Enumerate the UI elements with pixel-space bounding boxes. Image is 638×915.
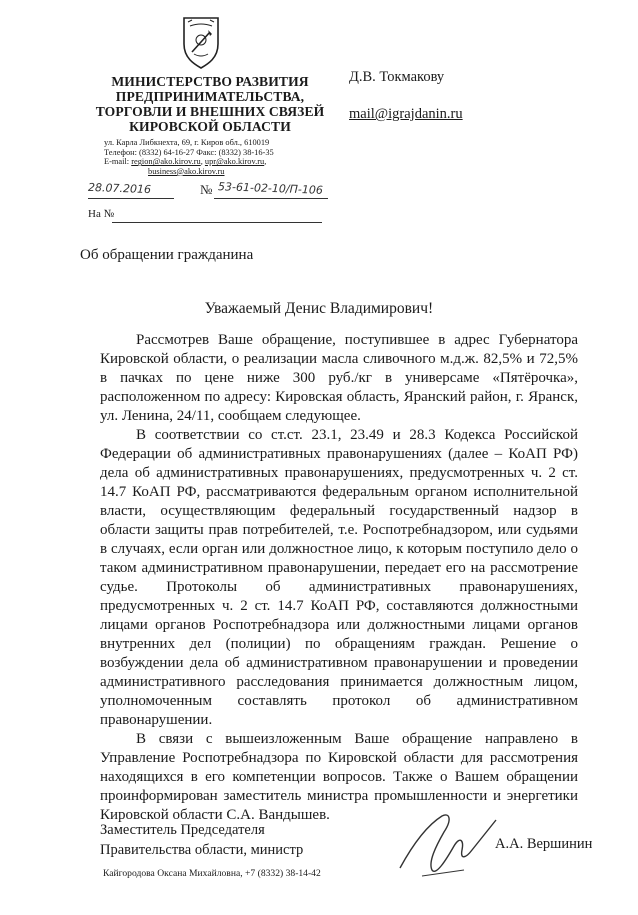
signatory-position <box>100 820 303 860</box>
ministry-emails: E-mail: region@ako.kirov.ru, upr@ako.kirov.ru, <box>104 157 267 167</box>
reference-number-line <box>112 210 322 223</box>
body-paragraph: В соответствии со ст.ст. 23.1, 23.49 и 28.3 Кодекса Российской Федерации об административных правонарушениях (далее – КоАП РФ) дела об административных правонарушениях, предусмотренных ч. 2 ст. 14.7 КоАП РФ, рассматриваются федеральным органом исполнительной власти, осуществляющим федеральный государственный надзор в области защиты прав потребителей, т.е. Роспотребнадзором, или судьями в случаях, если орган или должностное лицо, к которым поступило дело о таком административном правонарушении, передает его на рассмотрение судье. Протоколы об административных правонарушениях, предусмотренных ч. 2 ст. 14.7 КоАП РФ, составляются должностными лицами органов Роспотребнадзора или должностными лицами органов внутренних дел (полиции) по обращениям граждан. Решение о возбуждении дела об административном правонарушении и проведении административного расследования принимается должностным лицом, уполномоченным составлять протокол об административном правонарушении. <box>100 427 578 728</box>
executor-info: Кайгородова Оксана Михайловна, +7 (8332) 38-14-42 <box>103 868 321 879</box>
ministry-line: КИРОВСКОЙ ОБЛАСТИ <box>129 119 291 134</box>
ministry-emails-2 <box>104 167 344 177</box>
recipient-email[interactable]: mail@igrajdanin.ru <box>349 106 463 122</box>
ministry-line: ПРЕДПРИНИМАТЕЛЬСТВА, <box>115 89 305 104</box>
letter-number: 53-61-02-10/П-106 <box>217 180 324 197</box>
ministry-email-link[interactable]: business@ako.kirov.ru <box>148 166 225 176</box>
kirov-coat-of-arms-icon <box>178 14 224 70</box>
number-mark: № <box>200 182 213 197</box>
ministry-address: ул. Карла Либкнехта, 69, г. Киров обл., 610019 <box>104 138 270 147</box>
ministry-name <box>60 74 360 134</box>
ministry-line: ТОРГОВЛИ И ВНЕШНИХ СВЯЗЕЙ <box>95 104 325 119</box>
signatory-position-line: Заместитель Председателя <box>100 822 265 838</box>
email-label: E-mail: <box>104 157 130 167</box>
handwritten-signature <box>392 806 502 886</box>
recipient-name: Д.В. Токмакову <box>349 69 445 85</box>
ministry-phone: Телефон: (8332) 64-16-27 Факс: (8332) 38-16-35 <box>104 147 274 157</box>
signatory-position-line: Правительства области, министр <box>100 842 304 858</box>
ministry-contacts <box>104 138 344 176</box>
letter-subject: Об обращении гражданина <box>80 247 254 263</box>
letter-date: 28.07.2016 <box>87 180 152 197</box>
letter-body <box>100 331 578 825</box>
reference-number-label: На № <box>88 208 115 220</box>
greeting: Уважаемый Денис Владимирович! <box>204 300 434 317</box>
ministry-email-link[interactable]: region@ako.kirov.ru <box>131 157 201 167</box>
body-paragraph: В связи с вышеизложенным Ваше обращение направлено в Управление Роспотребнадзора по Кировской области для рассмотрения находящихся в его компетенции вопросов. Также о Вашем обращении проинформирован заместитель министра промышленности и энергетики Кировской области С.А. Вандышев. <box>100 731 578 823</box>
ministry-email-link[interactable]: upr@ako.kirov.ru <box>204 157 265 167</box>
body-paragraph: Рассмотрев Ваше обращение, поступившее в адрес Губернатора Кировской области, о реализации масла сливочного м.д.ж. 82,5% и 72,5% в пачках по цене ниже 300 руб./кг в универсаме «Пятёрочка», расположенном по адресу: Кировская область, Яранский район, г. Яранск, ул. Ленина, 24/11, сообщаем следующее. <box>100 332 578 424</box>
signatory-name: А.А. Вершинин <box>495 836 593 852</box>
ministry-line: МИНИСТЕРСТВО РАЗВИТИЯ <box>111 74 309 89</box>
